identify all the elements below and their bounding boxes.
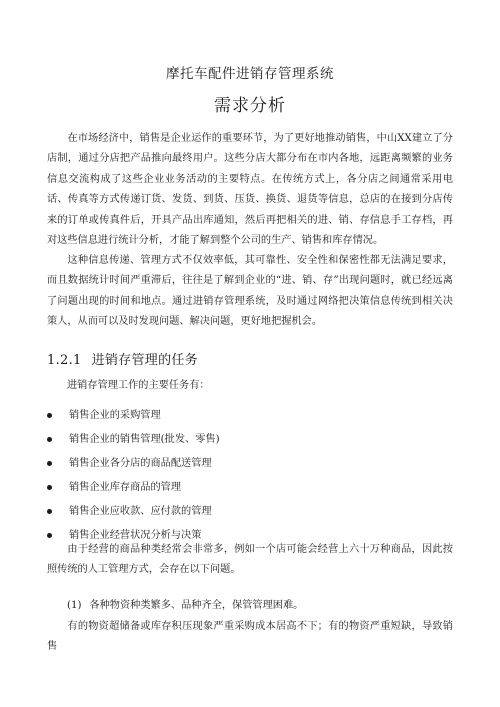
bullet-icon	[47, 413, 52, 418]
document-title: 摩托车配件进销存管理系统	[166, 66, 334, 82]
list-item	[47, 500, 220, 524]
list-item	[47, 404, 220, 428]
document-subtitle: 需求分析	[214, 96, 286, 116]
list-item-text: 销售企业应收款、应付款的管理	[69, 506, 212, 517]
section-number: 1.2.1	[47, 353, 82, 368]
bullet-icon	[47, 461, 52, 466]
paragraph-inventory: 有的物资超储备或库存积压现象严重采购成本居高不下；有的物资严重短缺，导致销售	[47, 621, 453, 653]
paragraph-info-management: 这种信息传递、管理方式不仅效率低，其可靠性、安全性和保密性都无法满足要求，而且数据统计时间严重滞后，往往是了解到企业的“进、销、存”出现问题时，就已经远离了问题出现的时间和地点。通过进销存管理系统，及时通过网络把决策信息传统到相关决策人，从而可以及时发现问题、解决问题，更好地把握机会。	[47, 255, 453, 328]
bullet-icon	[47, 437, 52, 442]
numbered-item	[67, 596, 303, 611]
section-title: 进销存管理的任务	[91, 353, 198, 368]
bullet-icon	[47, 485, 52, 490]
list-item	[47, 476, 220, 500]
item-marker: (1)	[67, 600, 82, 611]
paragraph-problems-intro: 由于经营的商品种类经常会非常多，例如一个店可能会经营上六十万种商品，因此按照传统的人工管理方式，会存在以下问题。	[47, 544, 453, 576]
bullet-icon	[47, 533, 52, 538]
paragraph-market-sales: 在市场经济中，销售是企业运作的重要环节，为了更好地推动销售，中山XX建立了分店制，通过分店把产品推向最终用户。这些分店大都分布在市内各地，远距离频繁的业务信息交流构成了这些企业业务活动的主要特点。在传统方式上，各分店之间通常采用电话、传真等方式传递订货、发货、到货、压货、换货、退货等信息，总店的在接到分店传来的订单或传真件后，开具产品出库通知，然后再把相关的进、销、存信息手工存档，再对这些信息进行统计分析，才能了解到整个公司的生产、销售和库存情况。	[47, 133, 453, 247]
task-list	[47, 404, 220, 548]
list-item	[47, 428, 220, 452]
list-item	[47, 452, 220, 476]
bullet-icon	[47, 509, 52, 514]
tasks-intro: 进销存管理工作的主要任务有：	[67, 380, 210, 391]
list-item-text: 销售企业各分店的商品配送管理	[69, 458, 212, 469]
list-item-text: 销售企业库存商品的管理	[69, 482, 182, 493]
item-text: 各种物资种类繁多、品种齐全，保管管理困难。	[89, 600, 304, 611]
list-item-text: 销售企业的销售管理(批发、零售)	[69, 434, 220, 445]
section-heading	[47, 349, 198, 368]
list-item-text: 销售企业的采购管理	[69, 410, 161, 421]
list-item-text: 销售企业经营状况分析与决策	[69, 530, 202, 541]
